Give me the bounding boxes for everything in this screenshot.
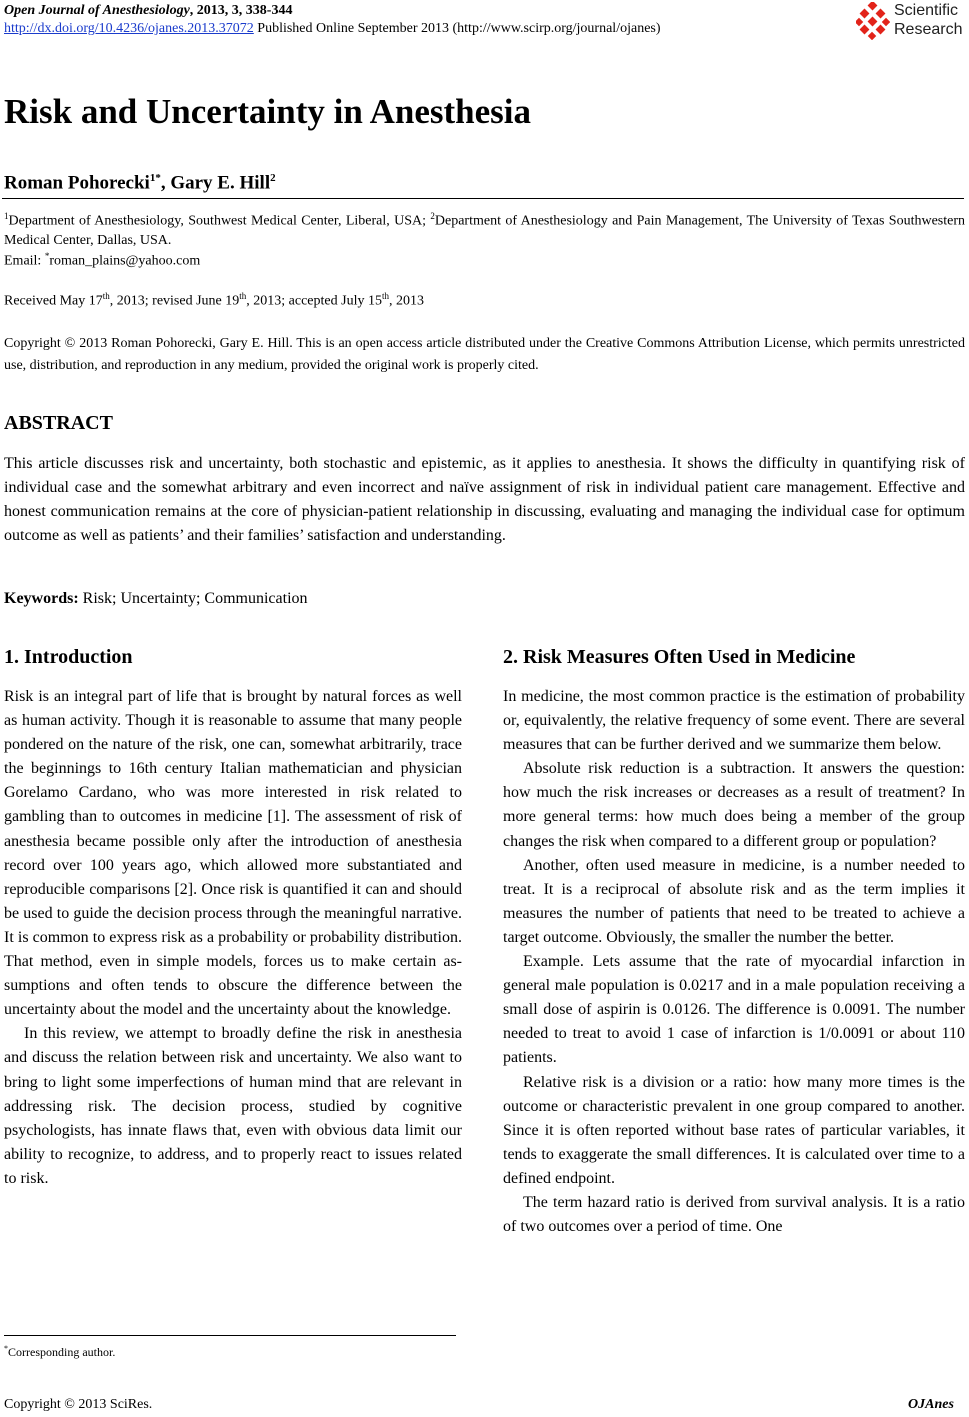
journal-citation [4, 3, 292, 19]
keywords-line [4, 590, 308, 608]
revised-date: , 2013; revised June 19 [109, 293, 240, 309]
risk-paragraph-6: The term hazard ratio is derived from survival analysis. It is a ratio of two outcomes over a period of time. One [503, 1193, 965, 1236]
doi-link[interactable]: http://dx.doi.org/10.4236/ojanes.2013.37072 [4, 21, 254, 36]
risk-paragraph-4: Example. Lets assume that the rate of myocardial infarction in general male population is 0.0217 and in a male population receiving a small dose of aspirin is 0.0126. The difference is 0.0091. The number needed to treat to avoid 1 case of infarction is 1/0.0091 or about 110 patients. [503, 953, 965, 1067]
right-column [503, 685, 965, 1239]
copyright-notice: Copyright © 2013 Roman Pohorecki, Gary E. Hill. This is an open access article distributed under the Creative Commons Attribution License, which permits unrestricted use, distribution, and reproduction in any medium, provided the original work is properly cited. [4, 336, 965, 373]
affil-2-marker: 2 [430, 211, 435, 221]
abstract-text: This article discusses risk and uncertainty, both stochastic and epistemic, as it applies to anesthesia. It shows the difficulty in quantifying risk of individual case and the somewhat arbitrary and even incorrect and naïve assignment of risk in individual patient care management. Effective and honest communication remains at the core of physician-patient relationship in discussing, evaluating and managing the individual case for optimum outcome as well as patients’ and their families’ satisfaction and understanding. [4, 455, 965, 544]
author-list [4, 172, 276, 194]
accepted-date-suffix: th [381, 291, 389, 301]
footer-copyright: Copyright © 2013 SciRes. [4, 1397, 153, 1412]
affil-1-marker: 1 [4, 211, 9, 221]
footnote-rule [4, 1335, 456, 1336]
abstract-heading: ABSTRACT [4, 412, 113, 434]
risk-paragraph-3: Another, often used measure in medicine, is a number needed to treat. It is a reciprocal of absolute risk and as the term implies it measures the number of patients that need to be treated to achieve a target outcome. Obviously, the smaller the number the better. [503, 856, 965, 946]
affiliations [4, 207, 965, 250]
risk-paragraph-5: Relative risk is a division or a ratio: how many more times is the outcome or characteristic prevalent in one group compared to another. Since it is often reported without base rates of particular variables, it tends to exaggerate the small differences. It is calculated over time to a defined endpoint. [503, 1073, 965, 1187]
publisher-logo [856, 0, 968, 44]
footnote-marker: * [4, 1344, 8, 1353]
publisher-name-line1: Scientific [894, 2, 959, 19]
dates-end: , 2013 [388, 293, 424, 309]
keywords-label: Keywords: [4, 590, 79, 607]
received-date-suffix: th [102, 291, 110, 301]
scirp-logo-icon [856, 2, 890, 40]
email-line [4, 251, 200, 270]
revised-date-suffix: th [239, 291, 247, 301]
author-separator: , [160, 172, 171, 194]
received-date: Received May 17 [4, 293, 103, 309]
email-address: roman_plains@yahoo.com [49, 253, 201, 269]
author-2: Gary E. Hill [170, 172, 271, 194]
footnote [4, 1344, 115, 1360]
journal-name: Open Journal of Anesthesiology [4, 3, 190, 18]
journal-volume: , 2013, 3, 338-344 [189, 3, 293, 18]
title-rule [2, 198, 964, 199]
author-1-marker: 1* [149, 172, 161, 184]
affil-2: Department of Anesthesiology and Pain Management, The University of Texas Southwestern Medical Center, Dallas, USA. [4, 213, 966, 248]
accepted-date: , 2013; accepted July 15 [246, 293, 382, 309]
publication-info: Published Online September 2013 (http://www.scirp.org/journal/ojanes) [253, 21, 661, 36]
doi-line [4, 21, 661, 37]
footer-journal-abbr: OJAnes [908, 1397, 954, 1412]
publisher-name-line2: Research [894, 21, 963, 38]
article-dates [4, 291, 424, 310]
article-title: Risk and Uncertainty in Anesthesia [4, 92, 532, 131]
risk-paragraph-2: Absolute risk reduction is a subtraction. It answers the question: how much the risk increases or decreases as a result of treatment? In more general terms: how much does being a member of the group changes the risk when compared to a different group or population? [503, 760, 965, 850]
author-1: Roman Pohorecki [4, 172, 150, 194]
section-heading-risk-measures: 2. Risk Measures Often Used in Medicine [503, 646, 856, 668]
keywords-list: Risk; Uncertainty; Communication [78, 590, 308, 607]
email-label: Email: [4, 253, 45, 269]
section-heading-introduction: 1. Introduction [4, 646, 133, 668]
intro-paragraph-2: In this review, we attempt to broadly define the risk in anesthesia and discuss the relation between risk and uncertainty. We also want to bring to light some imperfections of human mind that are relevant in addressing risk. The decision process, studied by cognitive psychologists, has innate flaws that, even with obvious data limit our ability to recognize, to address, and to properly react to issues related to risk. [4, 1025, 462, 1187]
footnote-text: Corresponding author. [8, 1345, 116, 1359]
risk-paragraph-1: In medicine, the most common practice is the estimation of probability or, equivalently, the relative frequency of some event. There are several measures that can be further derived and we summarize them below. [503, 688, 965, 754]
left-column [4, 685, 462, 1191]
intro-paragraph-1: Risk is an integral part of life that is brought by natural forces as well as human activity. Though it is reasonable to assume that many people pondered on the nature of the risk, one can, somewhat arbitrarily, trace the beginnings to 16th century Italian mathematician and physician Gorelamo Cardano, who was more interested in risk related to gambling than to outcomes in medicine [1]. The assessment of risk of anesthesia became possible only after the introduction of anesthesia record over 100 years ago, which allowed more substantiated and reproducible comparisons [2]. Once risk is quantified it can and should be used to guide the decision process through the meaningful narrative. It is common to express risk as a probability or probability distribution. That method, even in simple models, forces us to make certain assumptions and often tends to obscure the difference between the uncertainty about the model and the uncertainty about the knowledge. [4, 688, 462, 1019]
author-2-marker: 2 [270, 172, 276, 184]
email-marker: * [44, 251, 50, 261]
affil-1: Department of Anesthesiology, Southwest Medical Center, Liberal, USA; [8, 213, 431, 229]
